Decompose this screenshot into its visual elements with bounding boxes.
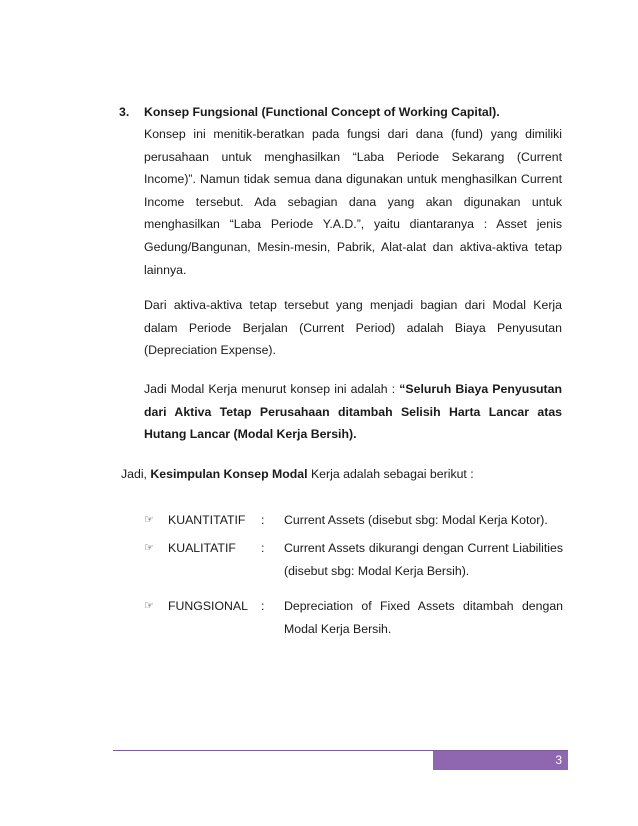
pointing-hand-icon: ☞: [144, 599, 154, 612]
summary-suffix: Kerja adalah sebagai berikut :: [307, 467, 474, 481]
footer-page-bar: [433, 751, 568, 770]
section-heading: [119, 104, 579, 120]
definition-bold: “Seluruh Biaya Penyusutan dari Aktiva Tetap Perusahaan ditambah Selisih Harta Lancar atas Hutang Lancar (Modal Kerja Bersih).: [144, 382, 562, 442]
summary-prefix: Jadi,: [121, 467, 151, 481]
item-description: Current Assets (disebut sbg: Modal Kerja Kotor).: [284, 513, 548, 527]
paragraph-depreciation: Dari aktiva-aktiva tetap tersebut yang menjadi bagian dari Modal Kerja dalam Periode Berjalan (Current Period) adalah Biaya Penyusutan (Depreciation Expense).: [144, 298, 562, 358]
summary-line: [121, 463, 561, 485]
item-colon: :: [261, 541, 265, 555]
page-number: 3: [555, 753, 562, 767]
item-label: KUANTITATIF: [168, 513, 246, 527]
summary-bold: Kesimpulan Konsep Modal: [150, 467, 308, 481]
paragraph-working-capital-definition: [144, 378, 562, 446]
item-label: FUNGSIONAL: [168, 599, 248, 613]
section-title: Konsep Fungsional (Functional Concept of Working Capital).: [144, 105, 500, 119]
paragraph-functional-concept: Konsep ini menitik-beratkan pada fungsi dari dana (fund) yang dimiliki perusahaan untuk menghasilkan “Laba Periode Sekarang (Current Income)”. Namun tidak semua dana digunakan untuk menghasilkan Current Income tersebut. Ada sebagian dana yang akan digunakan untuk menghasilkan “Laba Periode Y.A.D.”, yaitu diantaranya : Asset jenis Gedung/Bangunan, Mesin-mesin, Pabrik, Alat-alat dan aktiva-aktiva tetap lainnya.: [144, 127, 562, 277]
definition-intro: Jadi Modal Kerja menurut konsep ini adalah :: [144, 382, 400, 396]
item-label: KUALITATIF: [168, 541, 236, 555]
item-description: Depreciation of Fixed Assets ditambah dengan Modal Kerja Bersih.: [284, 599, 563, 636]
item-colon: :: [261, 513, 265, 527]
item-description: Current Assets dikurangi dengan Current Liabilities (disebut sbg: Modal Kerja Bersih).: [284, 541, 563, 578]
section-number: 3.: [119, 105, 130, 119]
pointing-hand-icon: ☞: [144, 541, 154, 554]
item-colon: :: [261, 599, 265, 613]
pointing-hand-icon: ☞: [144, 513, 154, 526]
